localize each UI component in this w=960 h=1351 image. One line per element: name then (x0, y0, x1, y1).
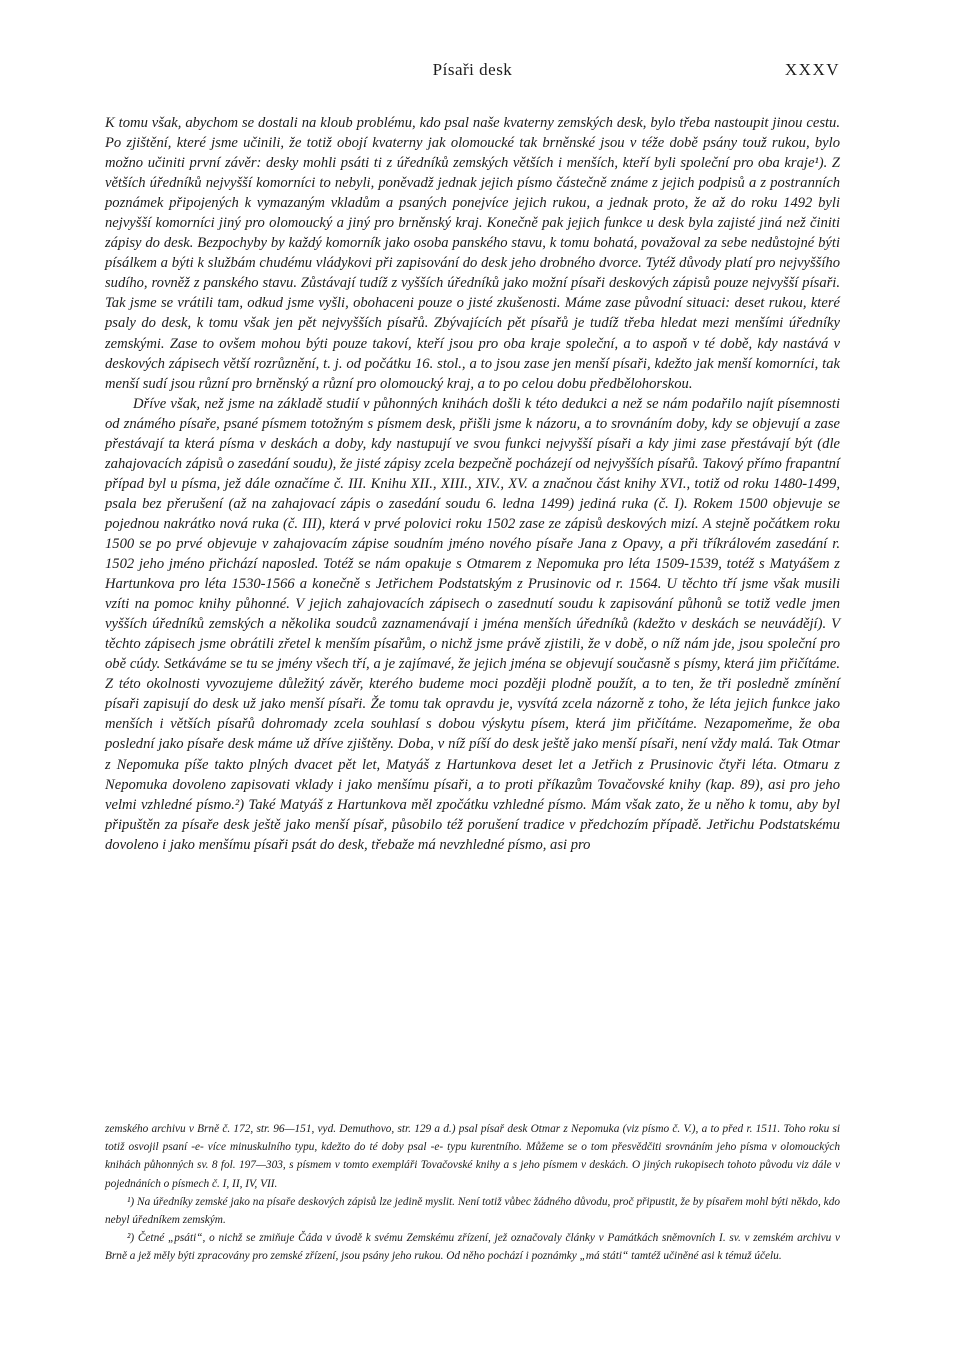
paragraph: K tomu však, abychom se dostali na kloub problému, kdo psal naše kvaterny zemských desk, bylo třeba nastoupit jinou cestu. Po zjištění, které jsme učinili, že totiž obojí kvaterny jak olomoucké tak brněnské jsou v téže době psány touž rukou, bylo možno učiniti první závěr: desky mohli psáti ti z úředníků zemských větších i menších, kteří byli společní pro oba kraje¹). Z větších úředníků nejvyšší komorníci to nebyli, poněvadž jednak jejich písmo částečně známe z jejich podpisů a z postranních poznámek připojených k vymazaným vkladům a psaných ponejvíce jejich rukou, a jednak proto, že až do roku 1492 byli nejvyšší komorníci jiný pro olomoucký a jiný pro brněnský kraj. Konečně pak jejich funkce u desk byla zajisté jiná než činiti zápisy do desk. Bezpochyby by každý komorník jako osoba panského stavu, k tomu bohatá, považoval za sebe nedůstojné býti písálkem a býti k službám chudému vládykovi při zapisování do desk jeho drobného dvorce. Tytéž důvody platí pro nejvyššího sudího, rovněž z panského stavu. Zůstávají tudíž z vyšších úředníků jako možní písaři deskových zápisů pouze nejvyšší písaři. Tak jsme se vrátili tam, odkud jsme vyšli, obohaceni pouze o jisté zkušenosti. Máme zase původní situaci: deset rukou, které psaly do desk, k tomu však jen pět nejvyšších písařů. Zbývajících pět písařů je tudíž třeba hledat mezi menšími úředníky zemskými. Zase to ovšem mohou býti pouze takoví, kteří jsou pro oba kraje společní, a to aspoň v té době, kdy nastává v deskových zápisech větší rozrůznění, t. j. od počátku 16. stol., a to jsou zase jen menší písaři, kdežto jak menší komorníci, tak menší sudí jsou různí pro brněnský a různí pro olomoucký kraj, a to po celou dobu předbělohorskou. (105, 115, 840, 392)
footnote-2: ²) Četné „psáti“, o nichž se zmiňuje Čáda v úvodě k svému Zemskému zřízení, jež označovaly články v Památkách sněmovních I. sv. v zemském archivu v Brně a jež měly býti zpracovány pro zemské zřízení, jsou psány jeho rukou. Od něho pochází i poznámky „má státi“ tamtéž učiněné asi k témuž účelu. (105, 1232, 840, 1263)
footnote-continuation: zemského archivu v Brně č. 172, str. 96—151, vyd. Demuthovo, str. 129 a d.) psal písař desk Otmar z Nepomuka (viz písmo č. V.), a to před r. 1511. Toho roku si totiž osvojil psaní -e- více minuskulního typu, kdežto do té doby psal -e- typu kurentního. Můžeme se o tom přesvědčiti srovnáním jeho písma v olomouckých knihách půhonných sv. 8 fol. 197—303, s písmem v tomto exempláři Tovačovské knihy a s jeho písmem v deskách. O jiných rukopisech tohoto původu viz dále v pojednáních o písmech č. I, II, IV, VII. (105, 1123, 840, 1190)
running-header (105, 60, 840, 84)
footnote-1: ¹) Na úředníky zemské jako na písaře deskových zápisů lze jedině myslit. Není totiž vůbec žádného důvodu, proč připustit, že by písařem mohl býti někdo, kdo nebyl úředníkem zemským. (105, 1195, 840, 1227)
footnotes (105, 1120, 840, 1266)
running-title: Písaři desk (432, 60, 513, 79)
main-text (105, 113, 840, 855)
paragraph: Dříve však, než jsme na základě studií v půhonných knihách došli k této dedukci a než se nám podařilo najít písemnosti od známého písaře, psané písmem totožným s písmem desk, přišli jsme k názoru, a to srovnáním doby, kdy se objevují a zase přestávají ta která písma v deskách a doby, kdy nastupují ve svou funkci nejvyšší písaři a kdy jimi zase přestávají být (dle zahajovacích zápisů o zasedání soudu), že jisté zápisy zcela bezpečně pocházejí od nejvyšších písařů. Takový přímo frapantní případ byl u písma, jež dále označíme č. III. Knihu XII., XIII., XIV., XV. a značnou část knihy XVI., totiž od roku 1480-1499, psala bez přerušení (až na zahajovací zápis o zasedání soudu 6. ledna 1499) jediná ruka (č. I). Rokem 1500 objevuje se pojednou nakrátko nová ruka (č. III), která v prvé polovici roku 1502 zase ze zápisů deskových mizí. A stejně počátkem roku 1500 se po prvé objevuje v zahajovacím zápise soudním jméno nového písaře Jana z Opavy, a při tříkrálovém zasedání r. 1502 jeho jméno přichází naposled. Totéž se nám opakuje s Otmarem z Nepomuka pro léta 1509-1539, totéž s Matyášem z Hartunkova pro léta 1530-1566 a konečně s Jetřichem Podstatským z Prusinovic od r. 1564. U těchto tří jsme však musili vzíti na pomoc knihy půhonné. V jejich zahajovacích zápisech o zasednutí soudu k zapisování půhonů se totiž vedle jmen vyšších úředníků zemských a několika soudců zaznamenávají i jména menších úředníků (kdežto v deskách se neuvádějí). V těchto zápisech jsme obrátili zřetel k menším písařům, o nichž jsme právě zjistili, že v době, o níž nám jde, jsou společní pro obě cúdy. Setkáváme se tu se jmény všech tří, a je zajímavé, že jejich jména se objevují současně s písmy, která jim přičítáme. Z této okolnosti vyvozujeme důležitý závěr, kterého budeme moci později plodně použít, a to ten, že tři posledně zmínění písaři zapisují do desk už jako menší písaři. Že tomu tak opravdu je, vysvítá zcela názorně z toho, že léta jejich funkce jako menších i větších písařů dohromady zcela souhlasí s dobou výskytu písem, která jim přičítáme. Nezapomeňme, že oba poslední jako písaře desk máme už dříve zjištěny. Doba, v níž píší do desk ještě jako menší písaři, není vždy malá. Tak Otmar z Nepomuka píše takto plných dvacet pět let, Matyáš z Hartunkova deset let a Jetřich z Prusinovic čtyři léta. Otmaru z Nepomuka dovoleno zapisovati vklady i jako menšímu písaři, a to proti příkazům Tovačovské knihy (kap. 89), asi pro jeho velmi vzhledné písmo.²) Také Matyáš z Hartunkova měl zpočátku vzhledné písmo. Mám však zato, že u něho k tomu, aby byl připuštěn za písaře desk ještě jako menší písař, působilo též porušení tradice v předchozím případě. Jetřichu Podstatskému dovoleno i jako menšímu písaři psát do desk, třebaže má nevzhledné písmo, asi pro (105, 395, 840, 853)
page-number: XXXV (784, 60, 840, 79)
